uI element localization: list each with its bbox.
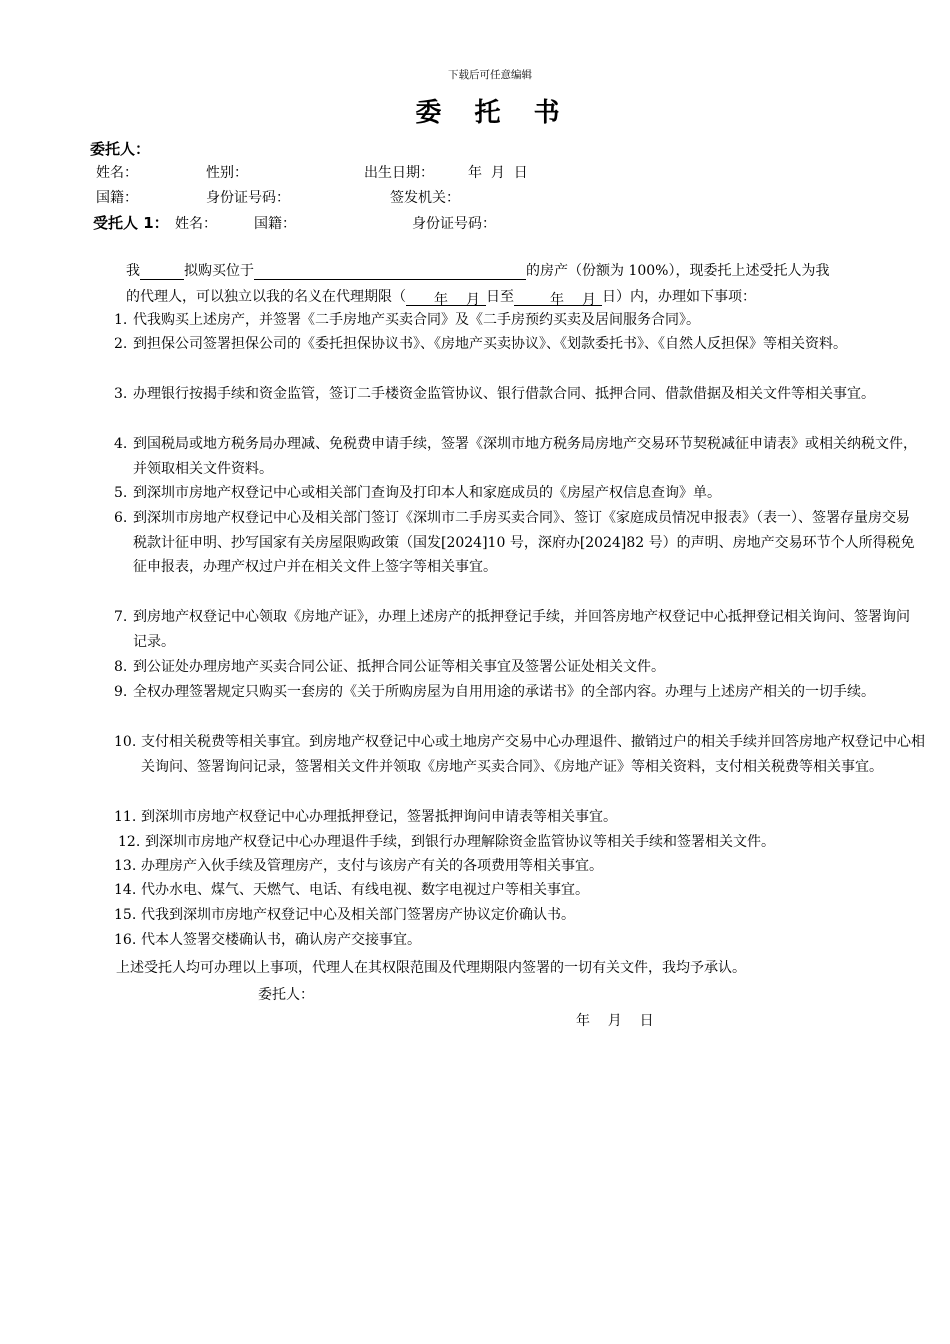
principal-birth-date: 年 月 日 <box>468 165 528 181</box>
item-text: 办理银行按揭手续和资金监管，签订二手楼资金监管协议、银行借款合同、抵押合同、借款借据及相关文件等相关事宜。 <box>133 386 875 402</box>
principal-id-label: 身份证号码： <box>206 190 290 206</box>
item-number: 11. <box>114 809 137 825</box>
list-item <box>114 605 923 654</box>
item-text: 到深圳市房地产权登记中心办理抵押登记，签署抵押询问申请表等相关事宜。 <box>141 809 617 825</box>
list-item <box>114 928 931 953</box>
agent-heading: 受托人 1： <box>93 214 169 232</box>
item-text: 代本人签署交楼确认书，确认房产交接事宜。 <box>141 932 421 948</box>
item-number: 1. <box>114 312 128 328</box>
signature-date: 年 月 日 <box>576 1013 654 1029</box>
item-number: 4. <box>114 436 128 452</box>
buyer-name-blank[interactable] <box>140 263 184 280</box>
agent-nationality-label: 国籍： <box>254 216 296 232</box>
item-number: 3. <box>114 386 128 402</box>
item-text: 支付相关税费等相关事宜。到房地产权登记中心或土地房产交易中心办理退件、撤销过户的相关手续并回答房地产权登记中心相关询问、签署询问记录，签署相关文件并领取《房地产买卖合同》、《房地产证》等相关资料，支付相关税费等相关事宜。 <box>141 734 925 775</box>
signature-label: 委托人： <box>258 987 314 1003</box>
item-number: 8. <box>114 659 128 675</box>
list-item <box>114 680 923 705</box>
item-number: 5. <box>114 485 128 501</box>
item-text: 办理房产入伙手续及管理房产，支付与该房产有关的各项费用等相关事宜。 <box>141 858 603 874</box>
item-number: 12. <box>118 834 141 850</box>
item-text: 全权办理签署规定只购买一套房的《关于所购房屋为自用用途的承诺书》的全部内容。办理与上述房产相关的一切手续。 <box>133 684 875 700</box>
item-number: 10. <box>114 734 137 750</box>
list-item <box>114 805 931 830</box>
intro-line-1 <box>126 260 829 280</box>
download-note: 下载后可任意编辑 <box>448 69 532 81</box>
list-item <box>114 903 931 928</box>
term-start-day: 日至 <box>486 289 514 305</box>
principal-birth-label: 出生日期： <box>364 165 434 181</box>
property-address-blank[interactable] <box>254 263 526 280</box>
list-item <box>114 730 931 779</box>
principal-nationality-label: 国籍： <box>96 190 138 206</box>
agent-id-label: 身份证号码： <box>412 216 496 232</box>
title-char: 委 <box>415 98 442 128</box>
list-item <box>114 481 923 506</box>
list-item <box>118 830 945 855</box>
list-item <box>114 308 923 333</box>
term-end-year: 年 <box>550 289 582 306</box>
intro-text: 的代理人，可以独立以我的名义在代理期限（ <box>126 289 406 305</box>
date-blank[interactable] <box>514 289 550 306</box>
item-number: 7. <box>114 609 128 625</box>
list-item <box>114 878 931 903</box>
item-text: 到公证处办理房地产买卖合同公证、抵押合同公证等相关事宜及签署公证处相关文件。 <box>133 659 665 675</box>
item-text: 到深圳市房地产权登记中心及相关部门签订《深圳市二手房买卖合同》、签订《家庭成员情况申报表》（表一）、签署存量房交易税款计征申明、抄写国家有关房屋限购政策（国发[2024]10 号，深府办[2024]82 号）的声明、房地产交易环节个人所得税免征申报表，办理产权过户并在相关文件上签字等相关事宜。 <box>133 510 915 575</box>
list-item <box>114 382 923 407</box>
intro-text: 的房产（份额为 100%），现委托上述受托人为我 <box>526 263 830 279</box>
title-char: 书 <box>533 98 560 128</box>
title-char: 托 <box>474 98 501 128</box>
item-text: 代我到深圳市房地产权登记中心及相关部门签署房产协议定价确认书。 <box>141 907 575 923</box>
term-start-month: 月 <box>466 289 486 306</box>
list-item <box>114 854 931 879</box>
date-blank[interactable] <box>406 289 434 306</box>
item-number: 2. <box>114 336 128 352</box>
item-number: 13. <box>114 858 137 874</box>
principal-heading: 委托人： <box>90 140 151 158</box>
intro-text: 日）内，办理如下事项： <box>602 289 756 305</box>
item-number: 14. <box>114 882 137 898</box>
item-number: 6. <box>114 510 128 526</box>
page-title <box>0 92 950 129</box>
intro-line-2 <box>126 286 756 306</box>
closing-statement: 上述受托人均可办理以上事项，代理人在其权限范围及代理期限内签署的一切有关文件，我均予承认。 <box>116 960 746 976</box>
item-number: 9. <box>114 684 128 700</box>
list-item <box>114 655 923 680</box>
term-end-month: 月 <box>582 289 602 306</box>
item-number: 16. <box>114 932 137 948</box>
item-text: 代我购买上述房产，并签署《二手房地产买卖合同》及《二手房预约买卖及居间服务合同》。 <box>133 312 700 328</box>
principal-name-label: 姓名： <box>96 165 138 181</box>
principal-issuer-label: 签发机关： <box>390 190 460 206</box>
agent-name-label: 姓名： <box>175 216 217 232</box>
list-item <box>114 332 923 357</box>
item-text: 到深圳市房地产权登记中心办理退件手续，到银行办理解除资金监管协议等相关手续和签署相关文件。 <box>145 834 775 850</box>
item-text: 到房地产权登记中心领取《房地产证》，办理上述房产的抵押登记手续，并回答房地产权登记中心抵押登记相关询问、签署询问记录。 <box>133 609 910 650</box>
item-number: 15. <box>114 907 137 923</box>
term-start-year: 年 <box>434 289 466 306</box>
list-item <box>114 432 923 481</box>
list-item <box>114 506 923 580</box>
item-text: 到国税局或地方税务局办理减、免税费申请手续，签署《深圳市地方税务局房地产交易环节契税减征申请表》或相关纳税文件，并领取相关文件资料。 <box>133 436 917 477</box>
intro-text: 拟购买位于 <box>184 263 254 279</box>
principal-gender-label: 性别： <box>206 165 248 181</box>
item-text: 到深圳市房地产权登记中心或相关部门查询及打印本人和家庭成员的《房屋产权信息查询》单。 <box>133 485 721 501</box>
intro-text: 我 <box>126 263 140 279</box>
item-text: 到担保公司签署担保公司的《委托担保协议书》、《房地产买卖协议》、《划款委托书》、《自然人反担保》等相关资料。 <box>133 336 847 352</box>
item-text: 代办水电、煤气、天燃气、电话、有线电视、数字电视过户等相关事宜。 <box>141 882 589 898</box>
